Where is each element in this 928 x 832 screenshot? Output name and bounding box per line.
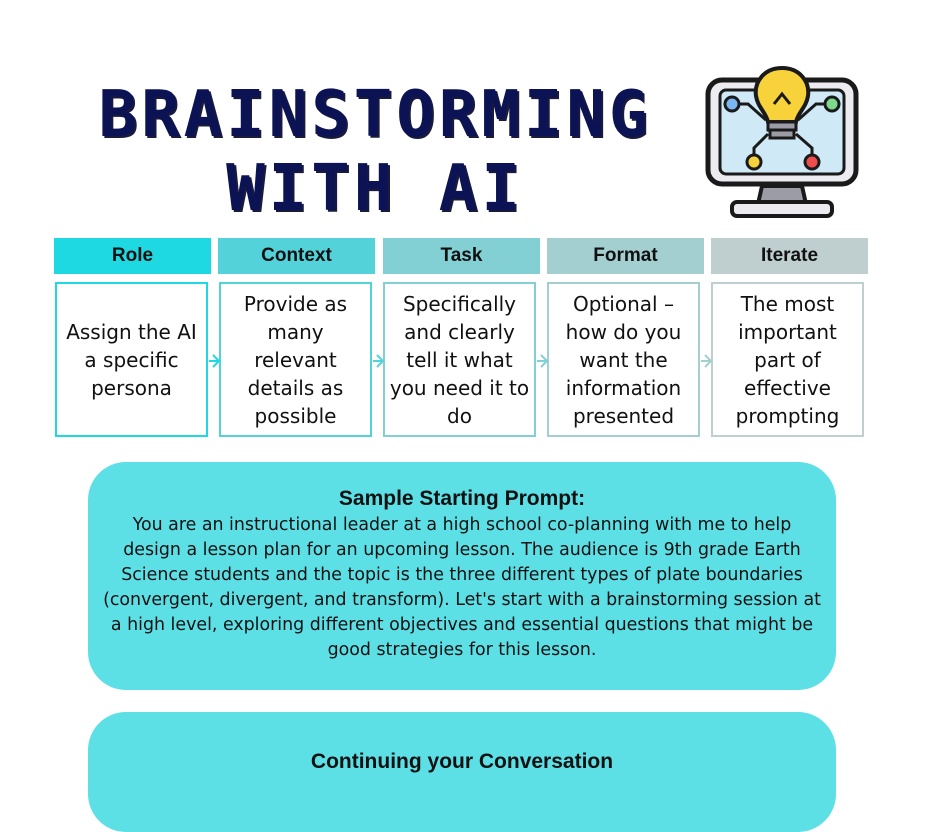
task-description: Specifically and clearly tell it what you need it to do [383,282,536,437]
format-header: Format [547,238,704,274]
lightbulb-monitor-icon [702,64,862,222]
continuing-heading: Continuing your Conversation [310,750,614,773]
role-description: Assign the AI a specific persona [55,282,208,437]
iterate-header: Iterate [711,238,868,274]
continuing-conversation-card [88,712,836,832]
sample-prompt-text: You are an instructional leader at a high school co-planning with me to help design a lesson plan for an upcoming lesson. The audience is 9th grade Earth Science students and the topic is the three different types of plate boundaries (convergent, divergent, and transform). Let's start with a brainstorming session at a high level, exploring different objectives and essential questions that might be good strategies for this lesson. [103,515,821,660]
role-header: Role [54,238,211,274]
iterate-description: The most important part of effective prompting [711,282,864,437]
format-description: Optional – how do you want the information presented [547,282,700,437]
sample-prompt-heading: Sample Starting Prompt: [338,487,586,510]
arrow-right-icon [699,350,713,372]
arrow-right-icon [535,350,549,372]
page-title [60,78,690,226]
task-header: Task [383,238,540,274]
context-description: Provide as many relevant details as possible [219,282,372,437]
arrow-right-icon [207,350,221,372]
context-header: Context [218,238,375,274]
title-line-2: WITH AI [226,152,524,226]
sample-prompt-card [88,462,836,690]
arrow-right-icon [371,350,385,372]
title-line-1: BRAINSTORMING [98,78,652,152]
